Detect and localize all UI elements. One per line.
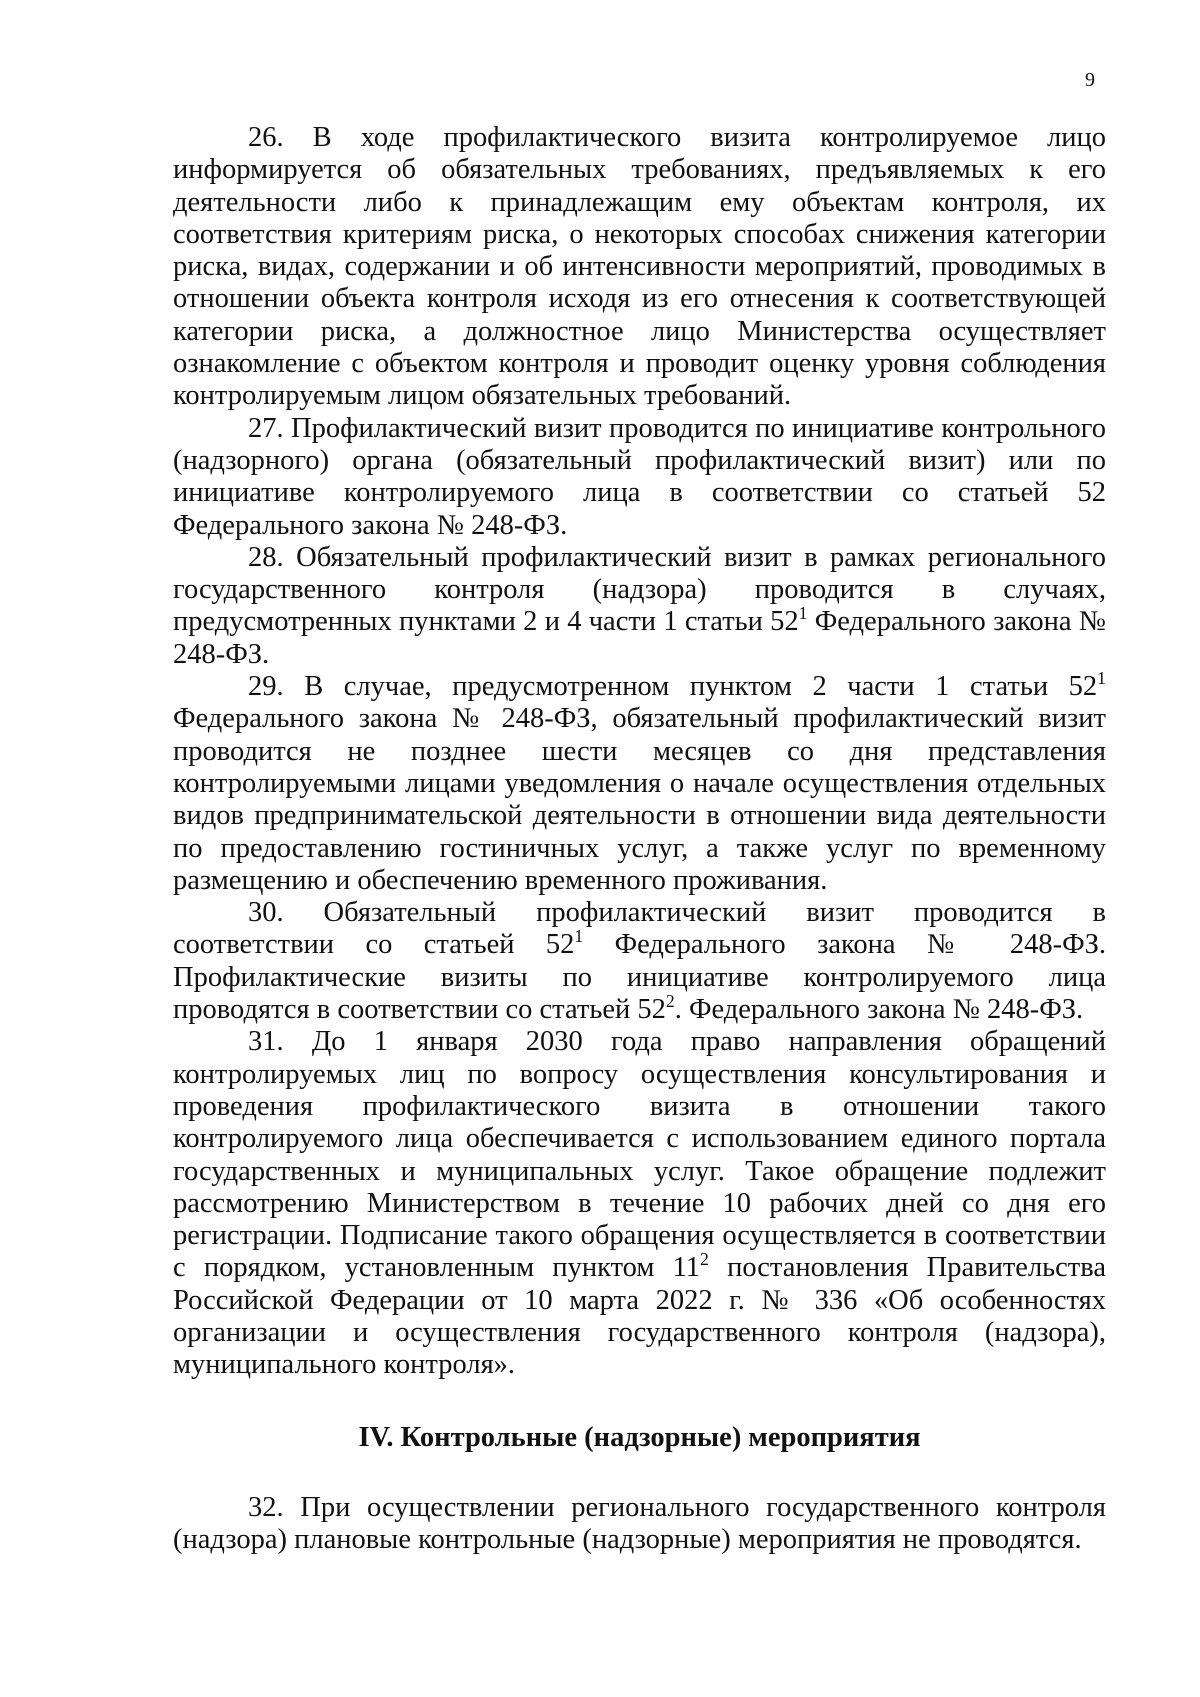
document-body [173,122,1106,1556]
paragraph-30-text-3: . Федерального закона № 248-ФЗ. [674,994,1084,1026]
superscript: 1 [574,926,584,947]
superscript: 1 [1097,668,1106,689]
paragraph-30-text-2: Федерального закона № 248-ФЗ. Профилактические визиты по инициативе контролируемого лица проводятся в соответствии со статьей 52 [173,929,1106,1026]
paragraph-27: 27. Профилактический визит проводится по инициативе контрольного (надзорного) органа (обязательный профилактический визит) или по инициативе контролируемого лица в соответствии со статьей 52 Федерального закона № 248-ФЗ. [173,412,1106,541]
paragraph-31 [173,1026,1106,1381]
paragraph-29 [173,668,1106,897]
section-heading: IV. Контрольные (надзорные) мероприятия [358,1421,921,1453]
paragraph-30 [173,897,1106,1026]
paragraph-30-text-1: 30. Обязательный профилактический визит проводится в соответствии со статьей 52 [173,897,1106,961]
paragraph-28 [173,542,1106,671]
paragraph-26: 26. В ходе профилактического визита контролируемое лицо информируется об обязательных требованиях, предъявляемых к его деятельности либо к принадлежащим ему объектам контроля, их соответствия критериям риска, о некоторых способах снижения категории риска, видах, содержании и об интенсивности мероприятий, проводимых в отношении объекта контроля исходя из его отнесения к соответствующей категории риска, а должностное лицо Министерства осуществляет ознакомление с объектом контроля и проводит оценку уровня соблюдения контролируемым лицом обязательных требований. [173,122,1106,412]
superscript: 1 [798,603,808,624]
page-number: 9 [1085,69,1095,91]
paragraph-31-text-2: постановления Правительства Российской Федерации от 10 марта 2022 г. № 336 «Об особенностях организации и осуществления государственного контроля (надзора), муниципального контроля». [173,1252,1106,1381]
paragraph-28-text-1: 28. Обязательный профилактический визит в рамках регионального государственного контроля (надзора) проводится в случаях, предусмотренных пунктами 2 и 4 части 1 статьи 52 [173,541,1106,638]
paragraph-31-text-1: 31. До 1 января 2030 года право направления обращений контролируемых лиц по вопросу осуществления консультирования и проведения профилактического визита в отношении такого контролируемого лица обеспечивается с использованием единого портала государственных и муниципальных услуг. Такое обращение подлежит рассмотрению Министерством в течение 10 рабочих дней со дня его регистрации. Подписание такого обращения осуществляется в соответствии с порядком, установленным пунктом 11 [173,1026,1106,1284]
paragraph-28-text-2: Федерального закона № 248-ФЗ. [173,606,1106,670]
paragraph-32: 32. При осуществлении регионального государственного контроля (надзора) плановые контрольные (надзорные) мероприятия не проводятся. [173,1491,1106,1555]
paragraph-29-text-2: Федерального закона № 248-ФЗ, обязательный профилактический визит проводится не позднее шести месяцев со дня представления контролируемыми лицами уведомления о начале осуществления отдельных видов предпринимательской деятельности в отношении вида деятельности по предоставлению гостиничных услуг, а также услуг по временному размещению и обеспечению временного проживания. [173,703,1106,896]
paragraph-29-text-1: 29. В случае, предусмотренном пунктом 2 части 1 статьи 52 [248,671,1098,703]
superscript: 2 [665,991,675,1012]
superscript: 2 [700,1249,709,1270]
